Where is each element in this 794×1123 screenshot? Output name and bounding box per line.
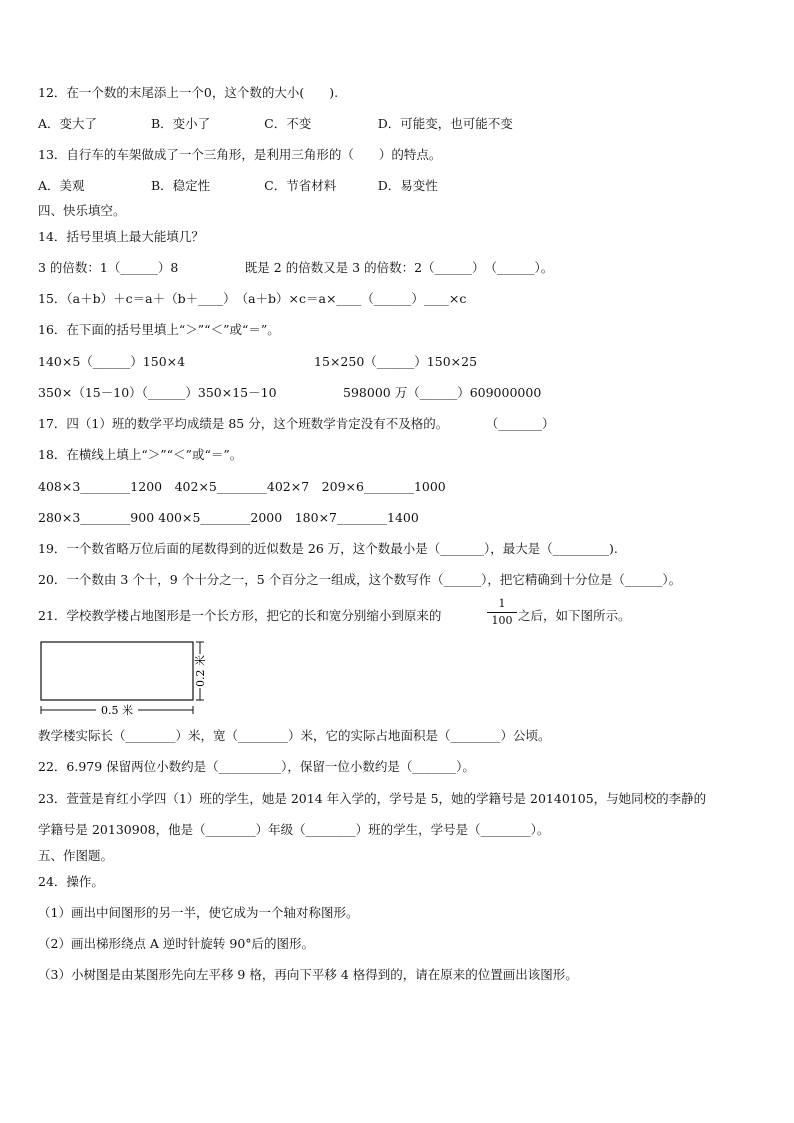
line-q14-1: 3 的倍数：1（______）8 既是 2 的倍数又是 3 的倍数：2（______） （______）。 xyxy=(38,260,554,275)
line-q23-1: 23．萱萱是育红小学四（1）班的学生，她是 2014 年入学的，学号是 5，她的学籍号是 20140105，与她同校的李静的 xyxy=(38,791,707,806)
line-q24-2: （2）画出梯形绕点 A 逆时针旋转 90°后的图形。 xyxy=(38,936,315,951)
line-q24-1: （1）画出中间图形的另一半，使它成为一个轴对称图形。 xyxy=(38,905,359,920)
line-q20: 20．一个数由 3 个十，9 个十分之一，5 个百分之一组成，这个数写作（______），把它精确到十分位是（______）。 xyxy=(38,572,682,587)
line-q18-1: 408×3________1200 402×5________402×7 209×6________1000 xyxy=(38,479,446,494)
line-q21: 21．学校教学楼占地图形是一个长方形，把它的长和宽分别缩小到原来的 xyxy=(38,608,442,623)
line-q24-3: （3）小树图是由某图形先向左平移 9 格，再向下平移 4 格得到的，请在原来的位置画出该图形。 xyxy=(38,967,578,982)
line-q21-answer: 教学楼实际长（________）米，宽（________）米，它的实际占地面积是（________）公顷。 xyxy=(38,728,551,743)
section-4-heading: 四、快乐填空。 xyxy=(38,203,126,218)
section-5-heading: 五、作图题。 xyxy=(38,848,114,863)
line-q18: 18．在横线上填上“＞”“＜”或“＝”。 xyxy=(38,447,243,462)
line-q19: 19．一个数省略万位后面的尾数得到的近似数是 26 万，这个数最小是（_______），最大是（_________). xyxy=(38,541,618,556)
fraction-denominator: 100 xyxy=(491,614,513,627)
width-label: 0.5 米 xyxy=(101,704,133,717)
line-q22: 22．6.979 保留两位小数约是（__________），保留一位小数约是（_______）。 xyxy=(38,759,475,774)
line-q13: 13．自行车的车架做成了一个三角形，是利用三角形的（ ）的特点。 xyxy=(38,147,442,162)
line-q13-options: A．美观 B．稳定性 C．节省材料 D．易变性 xyxy=(38,178,438,193)
line-q15: 15．（a＋b）＋c＝a＋（b＋____） （a＋b）×c＝a×____（______）____×c xyxy=(38,291,467,306)
fraction-numerator: 1 xyxy=(487,597,517,613)
line-q16-1: 140×5（______）150×4 15×250（______）150×25 xyxy=(38,354,478,369)
line-q14: 14．括号里填上最大能填几？ xyxy=(38,229,204,244)
q21-after-fraction: 之后，如下图所示。 xyxy=(518,608,631,623)
q21-fraction xyxy=(487,597,517,628)
line-q23-2: 学籍号是 20130908，他是（________）年级（________）班的学生，学号是（________）。 xyxy=(38,822,550,837)
line-q17: 17．四（1）班的数学平均成绩是 85 分，这个班数学肯定没有不及格的。 （_______） xyxy=(38,416,555,431)
line-q16-2: 350×（15－10）（______）350×15－10 598000 万（______）609000000 xyxy=(38,385,542,400)
rectangle-shape xyxy=(41,642,193,700)
line-q24: 24．操作。 xyxy=(38,874,104,889)
line-q12-options: A．变大了 B．变小了 C．不变 D．可能变，也可能不变 xyxy=(38,116,513,131)
line-q16: 16．在下面的括号里填上“＞”“＜”或“＝”。 xyxy=(38,322,280,337)
line-q12: 12．在一个数的末尾添上一个0，这个数的大小( ). xyxy=(38,85,339,100)
height-label: 0.2 米 xyxy=(194,655,207,687)
rectangle-figure xyxy=(38,640,238,720)
line-q18-2: 280×3________900 400×5________2000 180×7________1400 xyxy=(38,510,419,525)
